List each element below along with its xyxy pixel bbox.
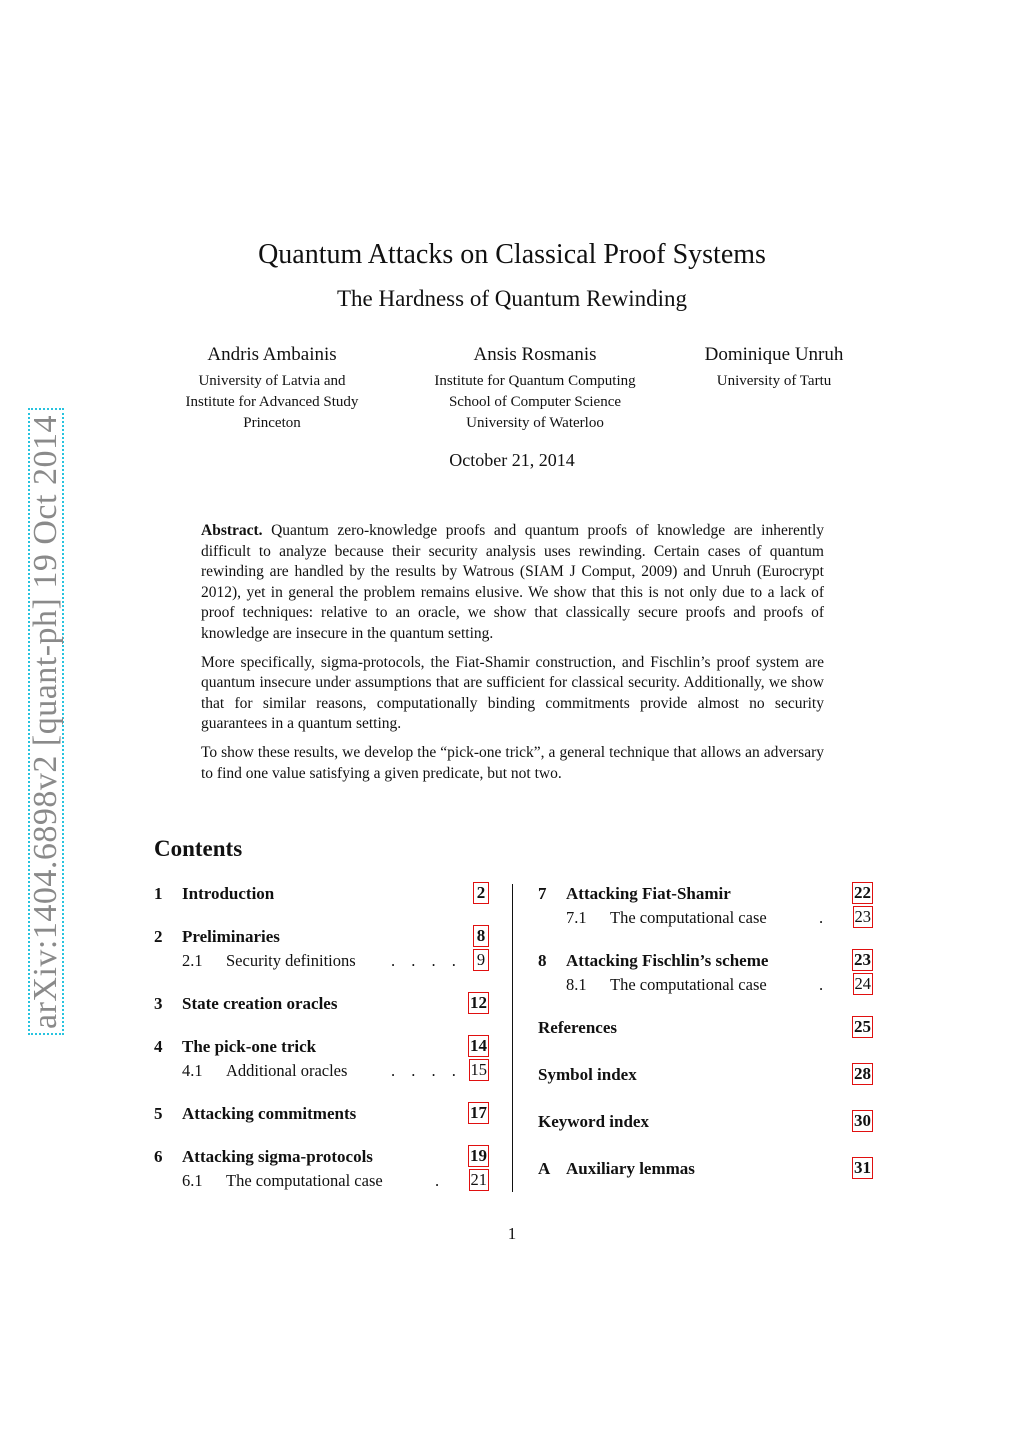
- toc-page-link[interactable]: 23: [854, 907, 871, 926]
- contents-heading: Contents: [154, 836, 243, 861]
- toc-label: Additional oracles: [226, 1061, 348, 1080]
- toc-page-link[interactable]: 2: [473, 882, 489, 904]
- toc-page-link[interactable]: 22: [854, 883, 871, 902]
- toc-label: Attacking sigma-protocols: [182, 1147, 373, 1166]
- toc-page-link[interactable]: 28: [854, 1064, 871, 1083]
- abstract-label: Abstract.: [201, 522, 263, 539]
- toc-page-link[interactable]: 9: [473, 949, 489, 971]
- toc-subentry[interactable]: [538, 908, 873, 932]
- toc-number: 2: [154, 927, 163, 946]
- toc-entry[interactable]: [154, 927, 489, 951]
- toc-number: 5: [154, 1104, 163, 1123]
- toc-number: 8: [538, 951, 547, 970]
- toc-label: Introduction: [182, 884, 275, 903]
- toc-label: State creation oracles: [182, 994, 338, 1013]
- toc-label: Attacking commitments: [182, 1104, 357, 1123]
- toc-label: Keyword index: [538, 1112, 649, 1131]
- toc-page-link[interactable]: 24: [854, 974, 871, 993]
- arxiv-identifier[interactable]: arXiv:1404.6898v2 [quant-ph] 19 Oct 2014: [27, 414, 64, 1029]
- paper-title: Quantum Attacks on Classical Proof Systems: [258, 239, 766, 270]
- author-affiliation: University of Tartu: [716, 373, 832, 389]
- toc-entry[interactable]: [538, 884, 873, 908]
- toc-left-column: [154, 884, 489, 1195]
- toc-page-link[interactable]: 23: [854, 950, 871, 969]
- toc-page-link[interactable]: 19: [470, 1146, 487, 1165]
- toc-entry[interactable]: [538, 1018, 873, 1042]
- toc-number: 7.1: [566, 908, 587, 927]
- toc-entry[interactable]: [538, 1159, 873, 1183]
- page-number: 1: [507, 1224, 517, 1243]
- toc-label: Attacking Fischlin’s scheme: [566, 951, 769, 970]
- author-affiliation: Institute for Quantum Computing: [434, 373, 636, 389]
- author-affiliation: School of Computer Science: [448, 394, 622, 410]
- toc-leader-dots: .: [435, 1171, 446, 1190]
- toc-label: Preliminaries: [182, 927, 280, 946]
- author-affiliation: University of Waterloo: [466, 415, 604, 431]
- toc-label: Symbol index: [538, 1065, 637, 1084]
- toc-label: The computational case: [610, 975, 767, 994]
- author-name: Andris Ambainis: [207, 344, 337, 365]
- toc-page-link[interactable]: 30: [854, 1111, 871, 1130]
- toc-label: References: [538, 1018, 617, 1037]
- toc-right-column: [538, 884, 873, 1183]
- toc-number: 3: [154, 994, 163, 1013]
- toc-entry[interactable]: [154, 884, 489, 908]
- toc-entry[interactable]: [154, 1104, 489, 1128]
- toc-label: The computational case: [226, 1171, 383, 1190]
- author-name: Dominique Unruh: [704, 344, 844, 365]
- abstract-paragraph-2: More specifically, sigma-protocols, the Fiat-Shamir construction, and Fischlin’s proof system are quantum insecure under assumptions that are sufficient for classical security. Additionally, we show that for similar reasons, computationally binding commitments provide almost no security guarantees in a quantum setting.: [201, 653, 824, 733]
- abstract-paragraph-3: To show these results, we develop the “pick-one trick”, a general technique that allows an adversary to find one value satisfying a given predicate, but not two.: [201, 743, 824, 782]
- toc-page-link[interactable]: 25: [854, 1017, 871, 1036]
- author-name: Ansis Rosmanis: [473, 344, 597, 365]
- toc-label: Security definitions: [226, 951, 356, 970]
- toc-number: 4: [154, 1037, 163, 1056]
- toc-entry[interactable]: [154, 1147, 489, 1171]
- abstract-text: Quantum zero-knowledge proofs and quantum proofs of knowledge are inherently difficult to analyze because their security analysis uses rewinding. Certain cases of quantum rewinding are handled by the results by Watrous (SIAM J Comput, 2009) and Unruh (Eurocrypt 2012), yet in general the problem remains elusive. We show that this is not only due to a lack of proof techniques: relative to an oracle, we show that classically secure proofs and proofs of knowledge are insecure in the quantum setting.: [201, 522, 825, 642]
- toc-label: Auxiliary lemmas: [566, 1159, 695, 1178]
- toc-leader-dots: . . . .: [391, 1061, 462, 1080]
- author-block-2: [405, 343, 665, 434]
- toc-number: 1: [154, 884, 163, 903]
- toc-column-divider: [512, 884, 513, 1192]
- toc-entry[interactable]: [538, 1065, 873, 1089]
- toc-number: 6: [154, 1147, 163, 1166]
- author-affiliation: Princeton: [243, 415, 301, 431]
- toc-number: 8.1: [566, 975, 587, 994]
- toc-leader-dots: .: [819, 908, 830, 927]
- toc-number: 7: [538, 884, 547, 903]
- author-affiliation: Institute for Advanced Study: [185, 394, 359, 410]
- toc-page-link[interactable]: 12: [470, 993, 487, 1012]
- toc-subentry[interactable]: [538, 975, 873, 999]
- toc-subentry[interactable]: [154, 1171, 489, 1195]
- toc-label: Attacking Fiat-Shamir: [566, 884, 731, 903]
- toc-page-link[interactable]: 17: [470, 1103, 487, 1122]
- author-block-3: [688, 343, 860, 392]
- toc-subentry[interactable]: [154, 1061, 489, 1085]
- toc-leader-dots: . . . .: [391, 951, 462, 970]
- toc-entry[interactable]: [538, 951, 873, 975]
- toc-page-link[interactable]: 15: [470, 1060, 487, 1079]
- toc-entry[interactable]: [154, 994, 489, 1018]
- paper-subtitle: The Hardness of Quantum Rewinding: [336, 286, 688, 311]
- abstract-paragraph-1: [201, 521, 824, 645]
- toc-page-link[interactable]: 21: [470, 1170, 487, 1189]
- toc-entry[interactable]: [154, 1037, 489, 1061]
- toc-number: 4.1: [182, 1061, 203, 1080]
- abstract: [201, 521, 824, 792]
- toc-label: The pick-one trick: [182, 1037, 317, 1056]
- toc-label: The computational case: [610, 908, 767, 927]
- toc-number: 2.1: [182, 951, 203, 970]
- toc-entry[interactable]: [538, 1112, 873, 1136]
- toc-page-link[interactable]: 14: [470, 1036, 487, 1055]
- toc-page-link[interactable]: 31: [854, 1158, 871, 1177]
- arxiv-stamp[interactable]: [28, 408, 64, 1035]
- toc-number: A: [538, 1159, 551, 1178]
- toc-leader-dots: .: [819, 975, 830, 994]
- toc-subentry[interactable]: [154, 951, 489, 975]
- author-affiliation: University of Latvia and: [198, 373, 346, 389]
- toc-page-link[interactable]: 8: [473, 925, 489, 947]
- paper-date: October 21, 2014: [449, 450, 575, 470]
- author-block-1: [167, 343, 377, 434]
- toc-number: 6.1: [182, 1171, 203, 1190]
